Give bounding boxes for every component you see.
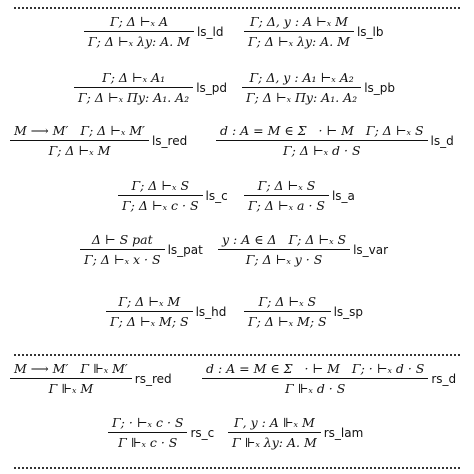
- rule-ls-c: [118, 178, 228, 213]
- conclusion: Γ; Δ ⊢ₓ Πy: A₁. A₂: [78, 90, 190, 105]
- conclusion: Γ; Δ ⊢ₓ y · S: [245, 252, 323, 267]
- rule-label: ls_a: [331, 189, 355, 203]
- rule-label: ls_sp: [333, 305, 364, 319]
- rule-label: ls_pb: [364, 81, 396, 95]
- rule-label: ls_d: [430, 134, 454, 148]
- rule-ls-hd: [106, 294, 226, 329]
- premises: M ⟶ M′ Γ ⊩ₓ M′: [14, 361, 128, 376]
- rule-ls-lb: [244, 14, 384, 49]
- conclusion: Γ ⊩ₓ M: [48, 381, 94, 396]
- conclusion: Γ; Δ ⊢ₓ x · S: [84, 252, 161, 267]
- conclusion: Γ; Δ ⊢ₓ λy: A. M: [88, 34, 190, 49]
- rule-ls-ld: [84, 14, 224, 49]
- rule-rs-lam: [228, 415, 363, 450]
- rule-label: ls_ld: [196, 25, 224, 39]
- premises: Γ; Δ ⊢ₓ S: [131, 178, 190, 193]
- conclusion: Γ; Δ ⊢ₓ a · S: [248, 198, 325, 213]
- conclusion: Γ; Δ ⊢ₓ d · S: [283, 143, 361, 158]
- rule-ls-pd: [74, 70, 227, 105]
- rule-ls-d: [216, 123, 454, 158]
- premises: Γ; Δ ⊢ₓ S: [257, 178, 316, 193]
- rule-ls-var: [218, 232, 388, 267]
- middle-dotted-separator: [14, 354, 460, 356]
- rule-label: ls_lb: [356, 25, 384, 39]
- premises: Γ; Δ ⊢ₓ M: [118, 294, 181, 309]
- rule-label: ls_hd: [195, 305, 227, 319]
- conclusion: Γ; Δ ⊢ₓ c · S: [122, 198, 199, 213]
- premises: M ⟶ M′ Γ; Δ ⊢ₓ M′: [14, 123, 145, 138]
- rule-ls-a: [244, 178, 355, 213]
- rule-rs-d: [202, 361, 456, 396]
- rule-rs-red: [10, 361, 172, 396]
- rule-label: ls_red: [151, 134, 188, 148]
- rule-label: ls_pat: [167, 243, 203, 257]
- rule-label: ls_pd: [196, 81, 228, 95]
- conclusion: Γ; Δ ⊢ₓ M; S: [248, 314, 327, 329]
- conclusion: Γ; Δ ⊢ₓ M; S: [110, 314, 189, 329]
- rule-label: rs_red: [134, 372, 172, 386]
- rule-label: rs_d: [431, 372, 457, 386]
- rule-ls-pb: [242, 70, 395, 105]
- premises: Γ; Δ, y : A ⊢ₓ M: [249, 14, 348, 29]
- premises: Γ; Δ, y : A₁ ⊢ₓ A₂: [249, 70, 354, 85]
- conclusion: Γ ⊩ₓ c · S: [118, 435, 178, 450]
- premises: d : A = M ∈ Σ · ⊢ M Γ; Δ ⊢ₓ S: [220, 123, 424, 138]
- rule-ls-sp: [244, 294, 363, 329]
- conclusion: Γ ⊩ₓ λy: A. M: [232, 435, 317, 450]
- rule-label: ls_var: [353, 243, 389, 257]
- conclusion: Γ; Δ ⊢ₓ M: [48, 143, 111, 158]
- premises: Γ; Δ ⊢ₓ A₁: [102, 70, 166, 85]
- premises: y : A ∈ Δ Γ; Δ ⊢ₓ S: [222, 232, 347, 247]
- rule-label: rs_c: [190, 426, 215, 440]
- premises: Γ; Δ ⊢ₓ S: [258, 294, 317, 309]
- premises: Γ; · ⊢ₓ c · S: [112, 415, 184, 430]
- rule-rs-c: [108, 415, 214, 450]
- rule-label: rs_lam: [323, 426, 364, 440]
- conclusion: Γ; Δ ⊢ₓ Πy: A₁. A₂: [246, 90, 358, 105]
- top-dotted-separator: [14, 7, 460, 9]
- rule-ls-red: [10, 123, 187, 158]
- premises: Γ, y : A ⊩ₓ M: [233, 415, 315, 430]
- premises: Γ; Δ ⊢ₓ A: [109, 14, 168, 29]
- rule-ls-pat: [80, 232, 203, 267]
- conclusion: Γ; Δ ⊢ₓ λy: A. M: [248, 34, 350, 49]
- rule-label: ls_c: [205, 189, 228, 203]
- conclusion: Γ ⊩ₓ d · S: [285, 381, 346, 396]
- bottom-dotted-separator: [14, 467, 460, 469]
- premises: Δ ⊢ S pat: [91, 232, 153, 247]
- premises: d : A = M ∈ Σ · ⊢ M Γ; · ⊢ₓ d · S: [206, 361, 425, 376]
